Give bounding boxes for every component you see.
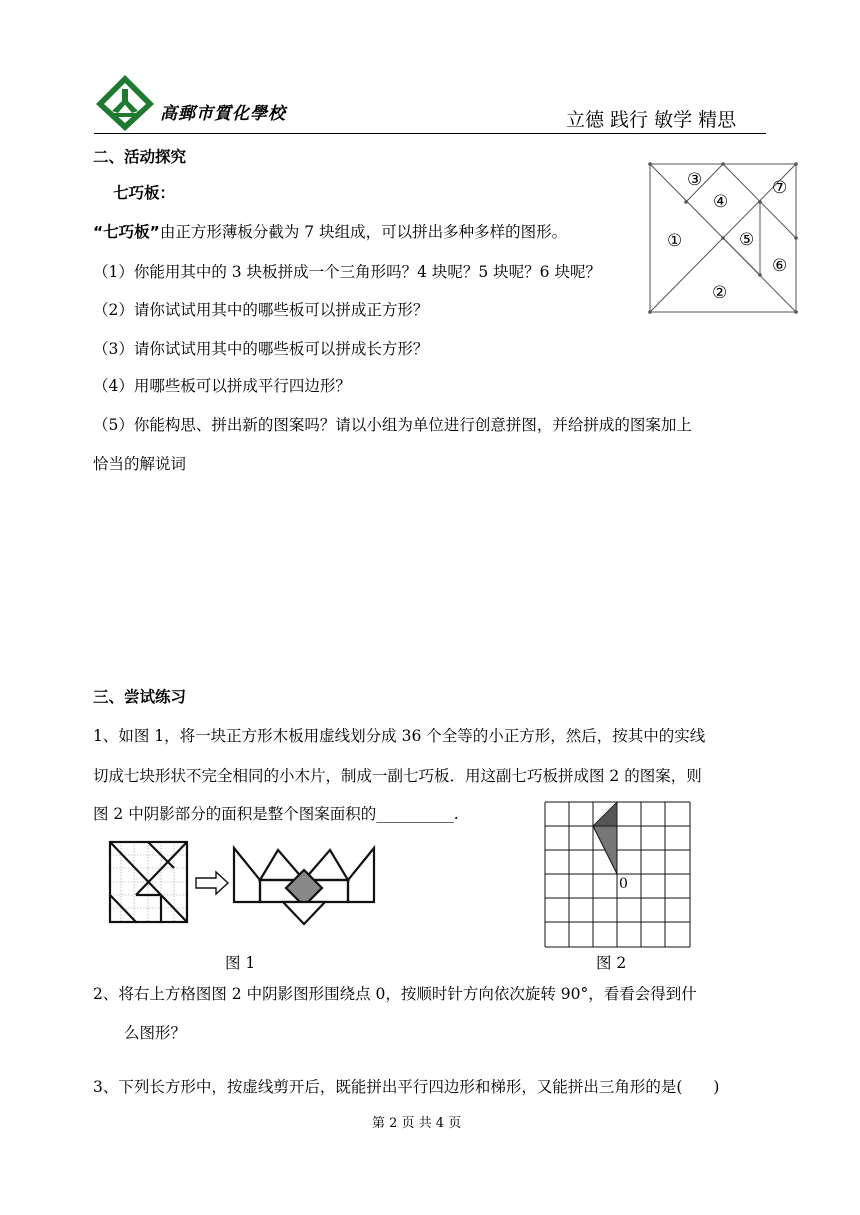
section2-heading: 二、活动探究 xyxy=(93,148,187,166)
question-3: （3）请你试试用其中的哪些板可以拼成长方形？ xyxy=(93,340,429,358)
tangram-label-1: ① xyxy=(667,231,683,251)
figure-1-tangram-to-pattern xyxy=(108,840,378,940)
tangram-label-2: ② xyxy=(712,283,728,303)
problem-1-line1: 1、如图 1，将一块正方形木板用虚线划分成 36 个全等的小正方形，然后，按其中的实线 xyxy=(93,727,706,745)
tangram-label-6: ⑥ xyxy=(772,256,788,276)
question-1: （1）你能用其中的 3 块板拼成一个三角形吗？4 块呢？5 块呢？6 块呢？ xyxy=(93,263,601,281)
school-logo xyxy=(94,73,156,133)
page-number-footer: 第 2 页 共 4 页 xyxy=(372,1116,462,1131)
tangram-label-3: ③ xyxy=(687,170,703,190)
school-motto: 立德 践行 敏学 精思 xyxy=(566,109,737,131)
question-5-line1: （5）你能构思、拼出新的图案吗？请以小组为单位进行创意拼图，并给拼成的图案加上 xyxy=(93,416,692,434)
problem-2-line2: 么图形？ xyxy=(124,1024,187,1042)
problem-1-line3: 图 2 中阴影部分的面积是整个图案面积的__________. xyxy=(93,805,459,823)
problem-3: 3、下列长方形中，按虚线剪开后，既能拼出平行四边形和梯形，又能拼出三角形的是( ) xyxy=(93,1078,720,1096)
section3-heading: 三、尝试练习 xyxy=(93,688,187,706)
problem-1-line2: 切成七块形状不完全相同的小木片，制成一副七巧板．用这副七巧板拼成图 2 的图案，则 xyxy=(93,767,702,785)
intro-text: 由正方形薄板分截为 7 块组成，可以拼出多种多样的图形。 xyxy=(159,223,568,241)
header-divider xyxy=(94,133,766,134)
problem-2-line1: 2、将右上方格图图 2 中阴影图形围绕点 0，按顺时针方向依次旋转 90°，看看会得到什 xyxy=(93,985,697,1003)
school-name-logo-text: 高郵市質化學校 xyxy=(160,104,286,124)
figure-2-grid xyxy=(544,801,692,949)
section2-subheading: 七巧板： xyxy=(113,184,176,202)
question-4: （4）用哪些板可以拼成平行四边形？ xyxy=(93,377,351,395)
grid-point-o-label: 0 xyxy=(619,876,628,892)
question-2: （2）请你试试用其中的哪些板可以拼成正方形？ xyxy=(93,301,429,319)
tangram-label-7: ⑦ xyxy=(772,178,788,198)
intro-bold-term: “七巧板” xyxy=(93,223,160,241)
figure-2-caption: 图 2 xyxy=(596,954,627,972)
tangram-label-4: ④ xyxy=(713,192,729,212)
tangram-label-5: ⑤ xyxy=(739,230,755,250)
section2-intro xyxy=(93,222,567,242)
question-5-line2: 恰当的解说词 xyxy=(93,455,187,473)
figure-1-caption: 图 1 xyxy=(225,954,256,972)
